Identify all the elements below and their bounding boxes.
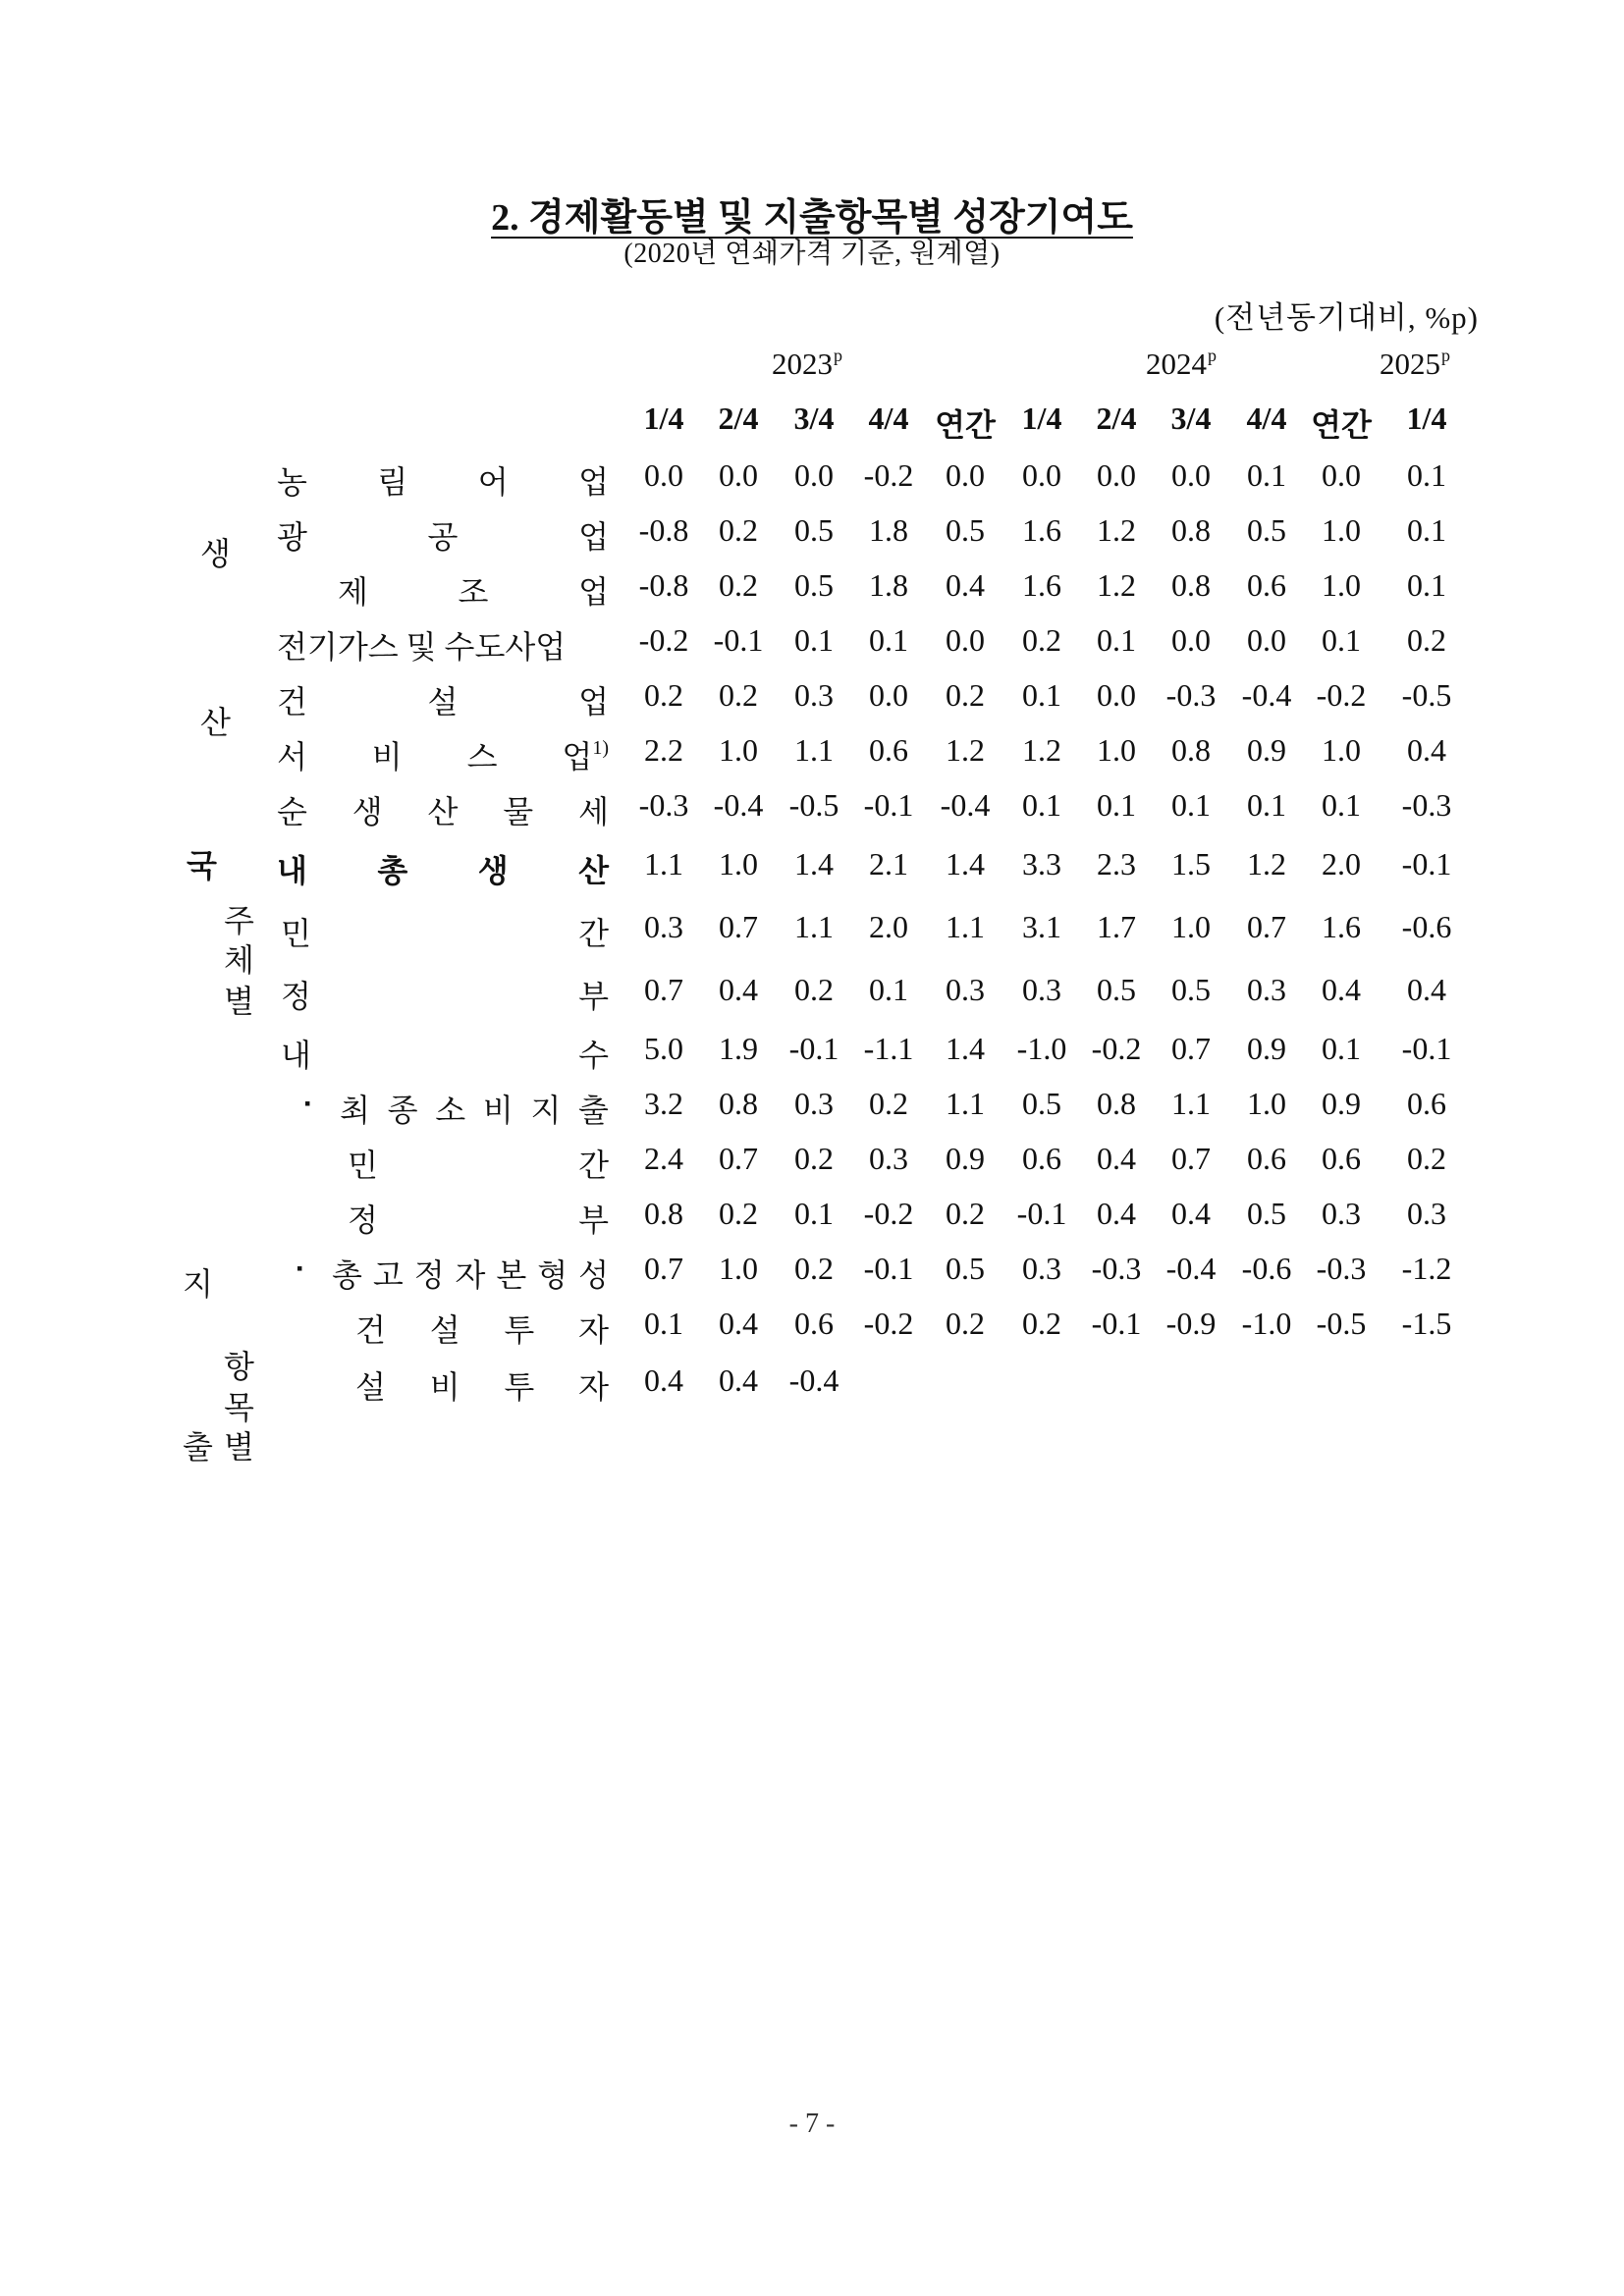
side-label-production-1: 생 bbox=[200, 536, 231, 571]
table-cell: 0.1 bbox=[1322, 622, 1361, 658]
table-cell: 0.0 bbox=[1247, 622, 1286, 658]
table-row bbox=[0, 622, 1624, 665]
table-cell: 0.0 bbox=[1097, 677, 1136, 713]
table-cell: 0.3 bbox=[644, 909, 683, 944]
table-cell: 0.3 bbox=[794, 1086, 834, 1121]
table-cell: 1.0 bbox=[1097, 732, 1136, 768]
row-label: 전기가스 및 수도사업 bbox=[277, 629, 567, 665]
table-cell: 0.2 bbox=[794, 1141, 834, 1176]
table-cell: -0.1 bbox=[713, 622, 764, 658]
row-label: 광 공 업 bbox=[277, 519, 609, 555]
table-cell: 0.8 bbox=[644, 1196, 683, 1231]
table-cell: 2.2 bbox=[644, 732, 683, 768]
side-label-subject-1: 주 bbox=[224, 903, 254, 938]
table-cell: 0.2 bbox=[719, 677, 758, 713]
table-cell: 0.0 bbox=[869, 677, 908, 713]
table-cell: 1.1 bbox=[946, 1086, 985, 1121]
table-cell: 0.0 bbox=[794, 457, 834, 493]
table-cell: -0.1 bbox=[1401, 846, 1452, 881]
row-label: 내 총 생 산 bbox=[277, 853, 609, 888]
row-label: 순 생 산 물 세 bbox=[277, 794, 609, 829]
table-cell: -1.5 bbox=[1401, 1306, 1452, 1341]
table-cell: 1.0 bbox=[1322, 732, 1361, 768]
table-cell: 1.0 bbox=[1247, 1086, 1286, 1121]
table-row bbox=[0, 1306, 1624, 1348]
table-cell: 0.1 bbox=[1407, 457, 1446, 493]
table-cell: 0.0 bbox=[1171, 622, 1211, 658]
table-cell: 0.2 bbox=[719, 512, 758, 548]
table-cell: 0.1 bbox=[794, 622, 834, 658]
table-cell: 2.0 bbox=[1322, 846, 1361, 881]
table-cell: -0.3 bbox=[638, 787, 689, 823]
table-cell: 0.6 bbox=[1322, 1141, 1361, 1176]
table-cell: 0.3 bbox=[869, 1141, 908, 1176]
side-label-expenditure-2: 출 bbox=[183, 1429, 213, 1465]
table-cell: -0.1 bbox=[788, 1031, 839, 1066]
table-cell: 0.1 bbox=[644, 1306, 683, 1341]
table-cell: 0.4 bbox=[719, 1306, 758, 1341]
table-cell: 0.1 bbox=[1022, 677, 1061, 713]
column-header: 1/4 bbox=[1406, 400, 1447, 436]
table-cell: 0.1 bbox=[794, 1196, 834, 1231]
table-cell: 0.3 bbox=[1022, 972, 1061, 1007]
table-cell: 0.3 bbox=[1407, 1196, 1446, 1231]
table-cell: -0.5 bbox=[788, 787, 839, 823]
table-cell: 1.0 bbox=[1322, 512, 1361, 548]
document-title: 2. 경제활동별 및 지출항목별 성장기여도 bbox=[491, 197, 1133, 239]
table-cell: 0.1 bbox=[1171, 787, 1211, 823]
table-cell: -0.2 bbox=[863, 457, 914, 493]
table-cell: 0.9 bbox=[1247, 1031, 1286, 1066]
table-cell: 0.7 bbox=[1171, 1141, 1211, 1176]
table-row bbox=[0, 1031, 1624, 1073]
side-label-production-2: 산 bbox=[200, 705, 231, 740]
table-cell: -1.0 bbox=[1016, 1031, 1067, 1066]
table-cell: 0.5 bbox=[1097, 972, 1136, 1007]
table-cell: -0.8 bbox=[638, 567, 689, 603]
table-cell: 0.4 bbox=[1171, 1196, 1211, 1231]
table-cell: 0.8 bbox=[1171, 512, 1211, 548]
table-cell: 0.2 bbox=[794, 1251, 834, 1286]
table-cell: 0.5 bbox=[1247, 1196, 1286, 1231]
table-cell: -0.2 bbox=[1091, 1031, 1142, 1066]
column-header: 3/4 bbox=[793, 400, 835, 436]
table-cell: 1.0 bbox=[719, 732, 758, 768]
table-cell: 0.1 bbox=[1407, 567, 1446, 603]
table-row bbox=[0, 457, 1624, 500]
table-cell: 0.2 bbox=[869, 1086, 908, 1121]
table-cell: 0.6 bbox=[1247, 567, 1286, 603]
table-row bbox=[0, 1141, 1624, 1183]
table-cell: 1.1 bbox=[794, 732, 834, 768]
table-cell: -0.2 bbox=[1316, 677, 1367, 713]
table-cell: -0.1 bbox=[863, 787, 914, 823]
bullet-icon: ▪ bbox=[304, 1094, 311, 1113]
table-cell: 1.7 bbox=[1097, 909, 1136, 944]
table-row bbox=[0, 567, 1624, 610]
table-cell: -0.2 bbox=[863, 1196, 914, 1231]
table-cell: 0.2 bbox=[1407, 622, 1446, 658]
table-cell: 0.4 bbox=[946, 567, 985, 603]
table-cell: 0.3 bbox=[1022, 1251, 1061, 1286]
column-header: 2/4 bbox=[1096, 400, 1137, 436]
table-row bbox=[0, 846, 1624, 888]
table-row bbox=[0, 512, 1624, 555]
table-cell: -0.4 bbox=[1241, 677, 1292, 713]
table-cell: -0.4 bbox=[940, 787, 991, 823]
column-header: 연간 bbox=[935, 407, 996, 443]
table-cell: 1.4 bbox=[946, 1031, 985, 1066]
table-cell: 0.5 bbox=[794, 567, 834, 603]
table-cell: 1.2 bbox=[1247, 846, 1286, 881]
side-label-expenditure-1: 지 bbox=[183, 1266, 213, 1302]
table-cell: -0.5 bbox=[1316, 1306, 1367, 1341]
table-cell: 1.6 bbox=[1022, 567, 1061, 603]
table-cell: 0.4 bbox=[644, 1362, 683, 1398]
table-cell: 0.0 bbox=[946, 622, 985, 658]
table-cell: 0.4 bbox=[1097, 1196, 1136, 1231]
table-cell: -0.1 bbox=[1091, 1306, 1142, 1341]
column-header: 1/4 bbox=[643, 400, 684, 436]
table-cell: 0.5 bbox=[1171, 972, 1211, 1007]
column-header: 3/4 bbox=[1170, 400, 1212, 436]
table-cell: 0.6 bbox=[1407, 1086, 1446, 1121]
table-cell: 0.0 bbox=[644, 457, 683, 493]
table-cell: 0.2 bbox=[1022, 1306, 1061, 1341]
table-cell: -0.5 bbox=[1401, 677, 1452, 713]
row-label: 건 설 투 자 bbox=[355, 1312, 609, 1348]
table-row bbox=[0, 1196, 1624, 1238]
row-label: 내 수 bbox=[281, 1038, 609, 1073]
table-cell: 1.6 bbox=[1022, 512, 1061, 548]
table-cell: 1.0 bbox=[1171, 909, 1211, 944]
row-label: 제 조 업 bbox=[338, 574, 609, 610]
table-cell: 0.8 bbox=[1171, 732, 1211, 768]
table-cell: 1.2 bbox=[1097, 512, 1136, 548]
row-label: 정 부 bbox=[348, 1202, 609, 1238]
table-cell: 0.2 bbox=[1022, 622, 1061, 658]
table-cell: 0.4 bbox=[1407, 972, 1446, 1007]
table-cell: 0.4 bbox=[1097, 1141, 1136, 1176]
table-cell: -1.0 bbox=[1241, 1306, 1292, 1341]
table-cell: -1.1 bbox=[863, 1031, 914, 1066]
table-cell: 0.7 bbox=[719, 909, 758, 944]
table-cell: 0.9 bbox=[1322, 1086, 1361, 1121]
table-cell: 0.7 bbox=[719, 1141, 758, 1176]
year-header-2025: 2025$^p$ bbox=[1380, 346, 1450, 381]
table-cell: 0.0 bbox=[719, 457, 758, 493]
column-header: 1/4 bbox=[1021, 400, 1062, 436]
table-cell: 0.8 bbox=[1171, 567, 1211, 603]
table-cell: 0.3 bbox=[794, 677, 834, 713]
table-cell: 0.0 bbox=[946, 457, 985, 493]
table-cell: 0.6 bbox=[794, 1306, 834, 1341]
table-row bbox=[0, 732, 1624, 772]
table-cell: 0.1 bbox=[1022, 787, 1061, 823]
table-cell: 0.0 bbox=[1322, 457, 1361, 493]
table-cell: 0.3 bbox=[946, 972, 985, 1007]
row-label: 민 간 bbox=[281, 916, 609, 951]
year-header-2024: 2024$^p$ bbox=[1146, 346, 1217, 381]
table-cell: 0.2 bbox=[794, 972, 834, 1007]
table-row bbox=[0, 787, 1624, 827]
table-cell: 0.6 bbox=[869, 732, 908, 768]
row-label: 건 설 업 bbox=[277, 684, 609, 720]
table-cell: 5.0 bbox=[644, 1031, 683, 1066]
table-cell: 0.8 bbox=[719, 1086, 758, 1121]
table-cell: 0.1 bbox=[1247, 457, 1286, 493]
table-cell: 2.4 bbox=[644, 1141, 683, 1176]
page-number: - 7 - bbox=[788, 2109, 836, 2139]
table-row bbox=[0, 1086, 1624, 1128]
row-label: 최 종 소 비 지 출 bbox=[340, 1093, 609, 1128]
table-cell: 0.5 bbox=[1022, 1086, 1061, 1121]
table-cell: 1.2 bbox=[1097, 567, 1136, 603]
table-cell: -0.4 bbox=[713, 787, 764, 823]
table-cell: 0.3 bbox=[1322, 1196, 1361, 1231]
table-cell: 1.1 bbox=[1171, 1086, 1211, 1121]
table-cell: 1.6 bbox=[1322, 909, 1361, 944]
table-cell: -0.1 bbox=[1016, 1196, 1067, 1231]
table-cell: -0.2 bbox=[638, 622, 689, 658]
table-cell: 1.2 bbox=[1022, 732, 1061, 768]
table-cell: -0.4 bbox=[1165, 1251, 1217, 1286]
table-cell: -0.6 bbox=[1241, 1251, 1292, 1286]
table-cell: -0.1 bbox=[863, 1251, 914, 1286]
table-cell: -0.1 bbox=[1401, 1031, 1452, 1066]
table-cell: -0.3 bbox=[1165, 677, 1217, 713]
side-label-subject-3: 별 bbox=[224, 984, 254, 1019]
table-cell: 0.9 bbox=[946, 1141, 985, 1176]
table-cell: 3.1 bbox=[1022, 909, 1061, 944]
table-cell: 0.1 bbox=[1322, 1031, 1361, 1066]
bullet-icon: ▪ bbox=[297, 1258, 303, 1278]
table-cell: -0.2 bbox=[863, 1306, 914, 1341]
table-cell: -0.3 bbox=[1091, 1251, 1142, 1286]
table-cell: 0.2 bbox=[719, 1196, 758, 1231]
table-row bbox=[0, 1251, 1624, 1293]
side-label-subject-2: 체 bbox=[224, 942, 254, 978]
table-cell: 0.8 bbox=[1097, 1086, 1136, 1121]
table-cell: 0.0 bbox=[1097, 457, 1136, 493]
row-label: 설 비 투 자 bbox=[355, 1369, 609, 1405]
table-cell: 0.6 bbox=[1247, 1141, 1286, 1176]
table-cell: 3.3 bbox=[1022, 846, 1061, 881]
table-cell: 0.4 bbox=[719, 972, 758, 1007]
table-cell: 0.1 bbox=[869, 972, 908, 1007]
table-cell: 0.7 bbox=[1171, 1031, 1211, 1066]
side-label-item-2: 목 bbox=[224, 1390, 254, 1425]
table-cell: 3.2 bbox=[644, 1086, 683, 1121]
table-cell: -0.4 bbox=[788, 1362, 839, 1398]
table-cell: 1.1 bbox=[644, 846, 683, 881]
table-cell: 0.7 bbox=[644, 972, 683, 1007]
table-cell: -0.3 bbox=[1401, 787, 1452, 823]
table-cell: 0.1 bbox=[1407, 512, 1446, 548]
table-cell: 1.4 bbox=[794, 846, 834, 881]
table-cell: 2.0 bbox=[869, 909, 908, 944]
table-cell: 0.2 bbox=[946, 677, 985, 713]
table-cell: 0.1 bbox=[1097, 622, 1136, 658]
table-row bbox=[0, 677, 1624, 720]
table-cell: 0.0 bbox=[1171, 457, 1211, 493]
table-cell: 0.4 bbox=[1322, 972, 1361, 1007]
row-label: 서 비 스 업$^{1)}$ bbox=[277, 737, 609, 774]
table-cell: 0.2 bbox=[946, 1196, 985, 1231]
table-cell: -0.3 bbox=[1316, 1251, 1367, 1286]
table-cell: 0.0 bbox=[1022, 457, 1061, 493]
unit-note: (전년동기대비, %p) bbox=[1214, 300, 1479, 335]
column-header: 4/4 bbox=[1246, 400, 1287, 436]
table-cell: -0.6 bbox=[1401, 909, 1452, 944]
table-cell: 1.8 bbox=[869, 512, 908, 548]
row-label: 정 부 bbox=[281, 979, 609, 1014]
row-label: 농 림 어 업 bbox=[277, 464, 609, 500]
table-cell: 0.2 bbox=[644, 677, 683, 713]
table-cell: 0.1 bbox=[1322, 787, 1361, 823]
table-cell: 0.5 bbox=[946, 512, 985, 548]
table-cell: 1.1 bbox=[946, 909, 985, 944]
table-cell: 2.3 bbox=[1097, 846, 1136, 881]
table-cell: 0.2 bbox=[719, 567, 758, 603]
table-cell: 0.4 bbox=[719, 1362, 758, 1398]
column-header: 4/4 bbox=[868, 400, 909, 436]
table-cell: 1.1 bbox=[794, 909, 834, 944]
table-cell: -0.8 bbox=[638, 512, 689, 548]
table-cell: 0.7 bbox=[1247, 909, 1286, 944]
table-cell: 0.9 bbox=[1247, 732, 1286, 768]
table-cell: 0.5 bbox=[794, 512, 834, 548]
table-cell: 1.8 bbox=[869, 567, 908, 603]
table-cell: 1.0 bbox=[1322, 567, 1361, 603]
table-cell: 0.2 bbox=[946, 1306, 985, 1341]
table-cell: 1.0 bbox=[719, 846, 758, 881]
table-cell: 2.1 bbox=[869, 846, 908, 881]
table-cell: 0.1 bbox=[1247, 787, 1286, 823]
table-cell: 0.7 bbox=[644, 1251, 683, 1286]
table-cell: -0.9 bbox=[1165, 1306, 1217, 1341]
table-cell: 0.6 bbox=[1022, 1141, 1061, 1176]
table-cell: -1.2 bbox=[1401, 1251, 1452, 1286]
table-cell: 1.0 bbox=[719, 1251, 758, 1286]
table-cell: 0.1 bbox=[869, 622, 908, 658]
side-label-item-1: 항 bbox=[224, 1349, 254, 1384]
table-cell: 1.5 bbox=[1171, 846, 1211, 881]
row-label: 민 간 bbox=[348, 1148, 609, 1183]
table-cell: 1.4 bbox=[946, 846, 985, 881]
table-cell: 1.9 bbox=[719, 1031, 758, 1066]
year-header-2023: 2023$^p$ bbox=[772, 346, 842, 381]
column-header: 연간 bbox=[1311, 407, 1372, 443]
column-header: 2/4 bbox=[718, 400, 759, 436]
table-cell: 0.5 bbox=[946, 1251, 985, 1286]
table-cell: 0.4 bbox=[1407, 732, 1446, 768]
table-cell: 0.3 bbox=[1247, 972, 1286, 1007]
document-subtitle: (2020년 연쇄가격 기준, 원계열) bbox=[623, 239, 1001, 269]
side-label-gdp: 국 bbox=[187, 848, 217, 883]
table-cell: 0.2 bbox=[1407, 1141, 1446, 1176]
row-label: 총 고 정 자 본 형 성 bbox=[332, 1257, 609, 1293]
table-cell: 1.2 bbox=[946, 732, 985, 768]
table-cell: 0.1 bbox=[1097, 787, 1136, 823]
side-label-item-3: 별 bbox=[224, 1429, 254, 1465]
table-cell: 0.5 bbox=[1247, 512, 1286, 548]
